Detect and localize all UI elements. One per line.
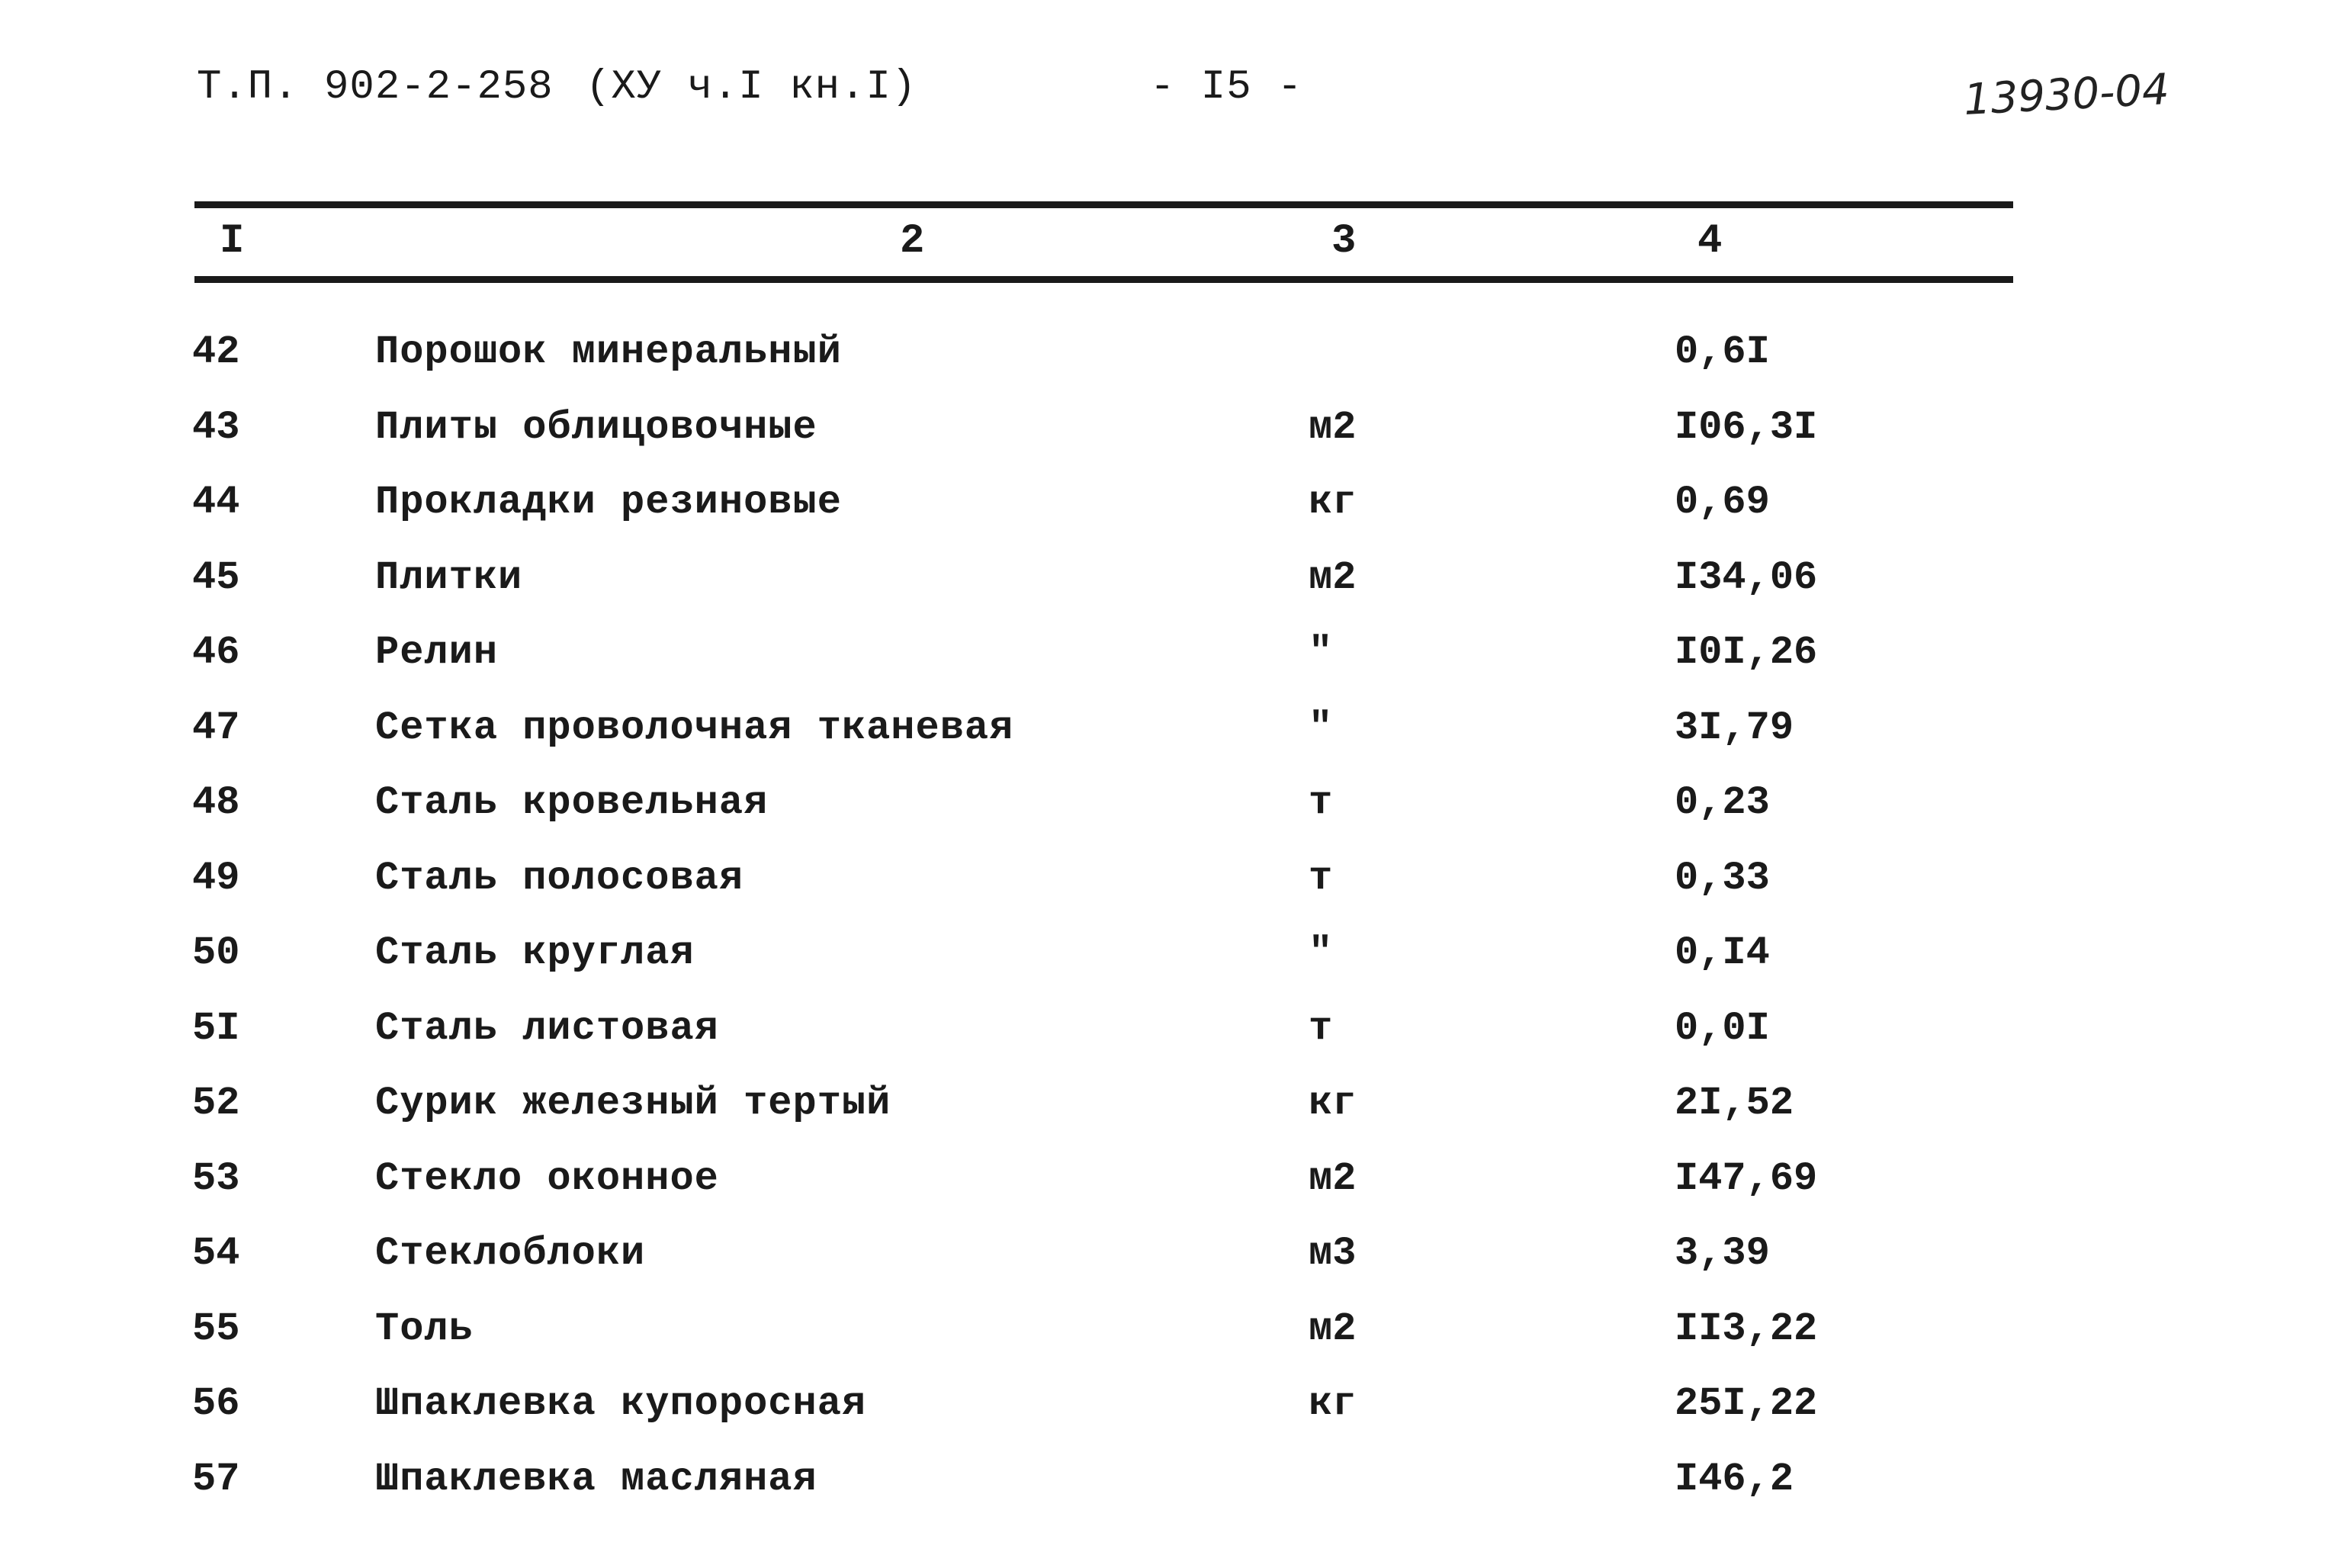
quantity: 0,6I (1675, 329, 1770, 374)
material-name: Порошок минеральный (375, 329, 842, 374)
table-row (0, 469, 2351, 545)
row-number: 53 (192, 1155, 240, 1201)
material-name: Шпаклевка масляная (375, 1456, 817, 1502)
table-row (0, 1145, 2351, 1221)
column-header-3: 3 (1331, 218, 1357, 265)
material-name: Сталь круглая (375, 930, 695, 975)
material-name: Плитки (375, 554, 523, 600)
unit-of-measure: м2 (1309, 1306, 1357, 1351)
unit-of-measure: м2 (1309, 554, 1357, 600)
unit-of-measure: кг (1309, 1081, 1357, 1126)
quantity: 3I,79 (1675, 705, 1794, 750)
row-number: 43 (192, 404, 240, 450)
column-header-4: 4 (1697, 218, 1723, 265)
unit-of-measure: кг (1309, 480, 1357, 525)
table-header-rule (194, 276, 2013, 283)
quantity: 25I,22 (1675, 1381, 1818, 1426)
table-row (0, 394, 2351, 470)
document-section: (ХУ ч.I кн.I) (586, 64, 917, 111)
column-header-1: I (220, 218, 245, 265)
table-row (0, 920, 2351, 995)
unit-of-measure: м2 (1309, 404, 1357, 450)
row-number: 54 (192, 1231, 240, 1276)
row-number: 50 (192, 930, 240, 975)
unit-of-measure: кг (1309, 1381, 1357, 1426)
row-number: 52 (192, 1081, 240, 1126)
table-row (0, 1446, 2351, 1521)
table-row (0, 1370, 2351, 1446)
row-number: 45 (192, 554, 240, 600)
row-number: 46 (192, 630, 240, 675)
document-code: Т.П. 902-2-258 (197, 64, 554, 111)
material-name: Сурик железный тертый (375, 1081, 891, 1126)
row-number: 55 (192, 1306, 240, 1351)
material-name: Сталь полосовая (375, 855, 744, 901)
quantity: I46,2 (1675, 1456, 1794, 1502)
table-row (0, 1296, 2351, 1371)
material-name: Релин (375, 630, 499, 675)
row-number: 49 (192, 855, 240, 901)
table-top-rule (194, 201, 2013, 208)
quantity: I06,3I (1675, 404, 1818, 450)
unit-of-measure: м2 (1309, 1155, 1357, 1201)
row-number: 48 (192, 780, 240, 825)
table-row (0, 319, 2351, 394)
page-number: - I5 - (1150, 64, 1303, 111)
unit-of-measure: м3 (1309, 1231, 1357, 1276)
quantity: 0,I4 (1675, 930, 1770, 975)
row-number: 42 (192, 329, 240, 374)
unit-of-measure: т (1309, 855, 1333, 901)
table-row (0, 619, 2351, 695)
material-name: Сталь листовая (375, 1005, 719, 1051)
table-row (0, 1070, 2351, 1145)
materials-table (0, 319, 2351, 1521)
row-number: 44 (192, 480, 240, 525)
quantity: 0,23 (1675, 780, 1770, 825)
quantity: 0,69 (1675, 480, 1770, 525)
quantity: 0,33 (1675, 855, 1770, 901)
unit-of-measure: " (1309, 630, 1333, 675)
quantity: I47,69 (1675, 1155, 1818, 1201)
quantity: 2I,52 (1675, 1081, 1794, 1126)
row-number: 47 (192, 705, 240, 750)
material-name: Стеклоблоки (375, 1231, 646, 1276)
material-name: Сетка проволочная тканевая (375, 705, 1014, 750)
table-row (0, 845, 2351, 921)
material-name: Прокладки резиновые (375, 480, 842, 525)
row-number: 5I (192, 1005, 240, 1051)
quantity: 0,0I (1675, 1005, 1770, 1051)
archive-number: 13930-04 (1962, 64, 2171, 126)
unit-of-measure: т (1309, 780, 1333, 825)
unit-of-measure: т (1309, 1005, 1333, 1051)
row-number: 57 (192, 1456, 240, 1502)
row-number: 56 (192, 1381, 240, 1426)
quantity: I0I,26 (1675, 630, 1818, 675)
material-name: Стекло оконное (375, 1155, 719, 1201)
material-name: Плиты облицовочные (375, 404, 817, 450)
material-name: Толь (375, 1306, 474, 1351)
unit-of-measure: " (1309, 705, 1333, 750)
material-name: Шпаклевка купоросная (375, 1381, 867, 1426)
table-row (0, 770, 2351, 845)
quantity: II3,22 (1675, 1306, 1818, 1351)
table-row (0, 695, 2351, 770)
table-row (0, 545, 2351, 620)
quantity: I34,06 (1675, 554, 1818, 600)
material-name: Сталь кровельная (375, 780, 769, 825)
quantity: 3,39 (1675, 1231, 1770, 1276)
column-header-2: 2 (900, 218, 925, 265)
table-row (0, 995, 2351, 1071)
table-row (0, 1220, 2351, 1296)
unit-of-measure: " (1309, 930, 1333, 975)
